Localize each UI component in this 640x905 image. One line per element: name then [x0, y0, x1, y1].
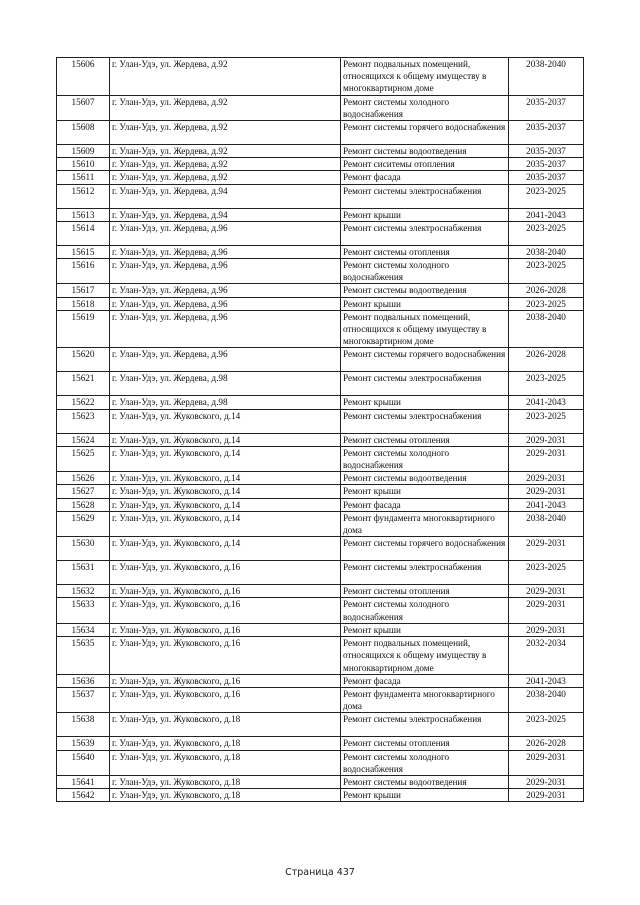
period-cell: 2029-2031 [509, 446, 584, 471]
row-number-cell: 15637 [57, 687, 110, 712]
row-number-cell: 15612 [57, 184, 110, 208]
page-number: Страница 437 [285, 867, 355, 878]
table-row [57, 310, 584, 348]
table-row [57, 637, 584, 675]
table-row [57, 221, 584, 245]
address-cell: г. Улан-Удэ, ул. Жердева, д.98 [110, 396, 341, 409]
period-cell: 2029-2031 [509, 433, 584, 446]
table-body [57, 58, 584, 802]
work-type-cell: Ремонт системы горячего водоснабжения [341, 537, 509, 561]
table-row [57, 472, 584, 485]
address-cell: г. Улан-Удэ, ул. Жердева, д.96 [110, 284, 341, 297]
work-type-cell: Ремонт фасада [341, 498, 509, 511]
row-number-cell: 15631 [57, 561, 110, 585]
address-cell: г. Улан-Удэ, ул. Жердева, д.92 [110, 145, 341, 158]
row-number-cell: 15638 [57, 713, 110, 737]
row-number-cell: 15611 [57, 171, 110, 184]
row-number-cell: 15607 [57, 95, 110, 120]
address-cell: г. Улан-Удэ, ул. Жуковского, д.14 [110, 498, 341, 511]
period-cell: 2029-2031 [509, 789, 584, 802]
row-number-cell: 15642 [57, 789, 110, 802]
row-number-cell: 15606 [57, 58, 110, 96]
row-number-cell: 15619 [57, 310, 110, 348]
table-row [57, 348, 584, 372]
row-number-cell: 15620 [57, 348, 110, 372]
period-cell: 2023-2025 [509, 184, 584, 208]
period-cell: 2041-2043 [509, 674, 584, 687]
table-row [57, 561, 584, 585]
address-cell: г. Улан-Удэ, ул. Жуковского, д.16 [110, 674, 341, 687]
address-cell: г. Улан-Удэ, ул. Жердева, д.96 [110, 348, 341, 372]
row-number-cell: 15629 [57, 511, 110, 536]
table-row [57, 775, 584, 788]
period-cell: 2035-2037 [509, 95, 584, 120]
address-cell: г. Улан-Удэ, ул. Жуковского, д.16 [110, 623, 341, 636]
row-number-cell: 15639 [57, 737, 110, 750]
address-cell: г. Улан-Удэ, ул. Жуковского, д.16 [110, 637, 341, 675]
work-type-cell: Ремонт системы холодного водоснабжения [341, 750, 509, 775]
period-cell: 2023-2025 [509, 372, 584, 396]
capital-repair-table [56, 57, 584, 802]
address-cell: г. Улан-Удэ, ул. Жуковского, д.16 [110, 687, 341, 712]
table-row [57, 713, 584, 737]
work-type-cell: Ремонт крыши [341, 485, 509, 498]
address-cell: г. Улан-Удэ, ул. Жердева, д.96 [110, 310, 341, 348]
table-row [57, 372, 584, 396]
work-type-cell: Ремонт крыши [341, 789, 509, 802]
table-row [57, 511, 584, 536]
period-cell: 2023-2025 [509, 297, 584, 310]
row-number-cell: 15641 [57, 775, 110, 788]
period-cell: 2038-2040 [509, 310, 584, 348]
row-number-cell: 15608 [57, 121, 110, 145]
period-cell: 2029-2031 [509, 485, 584, 498]
work-type-cell: Ремонт системы электроснабжения [341, 372, 509, 396]
period-cell: 2023-2025 [509, 221, 584, 245]
period-cell: 2023-2025 [509, 561, 584, 585]
table-row [57, 623, 584, 636]
address-cell: г. Улан-Удэ, ул. Жердева, д.92 [110, 95, 341, 120]
table-row [57, 208, 584, 221]
row-number-cell: 15624 [57, 433, 110, 446]
work-type-cell: Ремонт фасада [341, 171, 509, 184]
work-type-cell: Ремонт крыши [341, 396, 509, 409]
table-row [57, 297, 584, 310]
row-number-cell: 15623 [57, 409, 110, 433]
work-type-cell: Ремонт системы отопления [341, 245, 509, 258]
work-type-cell: Ремонт системы холодного водоснабжения [341, 598, 509, 623]
row-number-cell: 15635 [57, 637, 110, 675]
row-number-cell: 15625 [57, 446, 110, 471]
table-row [57, 171, 584, 184]
table-row [57, 396, 584, 409]
row-number-cell: 15617 [57, 284, 110, 297]
address-cell: г. Улан-Удэ, ул. Жердева, д.92 [110, 158, 341, 171]
period-cell: 2041-2043 [509, 396, 584, 409]
work-type-cell: Ремонт системы горячего водоснабжения [341, 348, 509, 372]
address-cell: г. Улан-Удэ, ул. Жуковского, д.14 [110, 433, 341, 446]
row-number-cell: 15621 [57, 372, 110, 396]
table-row [57, 121, 584, 145]
period-cell: 2032-2034 [509, 637, 584, 675]
work-type-cell: Ремонт фундамента многоквартирного дома [341, 687, 509, 712]
table-row [57, 95, 584, 120]
work-type-cell: Ремонт системы водоотведения [341, 775, 509, 788]
period-cell: 2023-2025 [509, 259, 584, 284]
table-row [57, 598, 584, 623]
row-number-cell: 15610 [57, 158, 110, 171]
period-cell: 2029-2031 [509, 623, 584, 636]
table-row [57, 58, 584, 96]
work-type-cell: Ремонт крыши [341, 623, 509, 636]
period-cell: 2035-2037 [509, 158, 584, 171]
table-row [57, 789, 584, 802]
table-row [57, 245, 584, 258]
row-number-cell: 15632 [57, 585, 110, 598]
work-type-cell: Ремонт системы электроснабжения [341, 713, 509, 737]
work-type-cell: Ремонт крыши [341, 297, 509, 310]
table-row [57, 485, 584, 498]
address-cell: г. Улан-Удэ, ул. Жердева, д.98 [110, 372, 341, 396]
period-cell: 2041-2043 [509, 208, 584, 221]
table-row [57, 259, 584, 284]
work-type-cell: Ремонт крыши [341, 208, 509, 221]
period-cell: 2035-2037 [509, 145, 584, 158]
work-type-cell: Ремонт системы холодного водоснабжения [341, 259, 509, 284]
row-number-cell: 15636 [57, 674, 110, 687]
row-number-cell: 15630 [57, 537, 110, 561]
period-cell: 2038-2040 [509, 687, 584, 712]
table-row [57, 585, 584, 598]
period-cell: 2041-2043 [509, 498, 584, 511]
row-number-cell: 15613 [57, 208, 110, 221]
period-cell: 2038-2040 [509, 245, 584, 258]
address-cell: г. Улан-Удэ, ул. Жуковского, д.18 [110, 750, 341, 775]
address-cell: г. Улан-Удэ, ул. Жуковского, д.16 [110, 561, 341, 585]
address-cell: г. Улан-Удэ, ул. Жердева, д.92 [110, 121, 341, 145]
period-cell: 2026-2028 [509, 284, 584, 297]
work-type-cell: Ремонт сиситемы отопления [341, 158, 509, 171]
address-cell: г. Улан-Удэ, ул. Жуковского, д.14 [110, 485, 341, 498]
period-cell: 2035-2037 [509, 121, 584, 145]
table-row [57, 446, 584, 471]
period-cell: 2029-2031 [509, 537, 584, 561]
period-cell: 2035-2037 [509, 171, 584, 184]
address-cell: г. Улан-Удэ, ул. Жуковского, д.18 [110, 789, 341, 802]
address-cell: г. Улан-Удэ, ул. Жердева, д.96 [110, 297, 341, 310]
table-row [57, 687, 584, 712]
table-row [57, 674, 584, 687]
address-cell: г. Улан-Удэ, ул. Жуковского, д.18 [110, 775, 341, 788]
table-row [57, 284, 584, 297]
period-cell: 2023-2025 [509, 409, 584, 433]
row-number-cell: 15618 [57, 297, 110, 310]
row-number-cell: 15634 [57, 623, 110, 636]
period-cell: 2038-2040 [509, 511, 584, 536]
period-cell: 2029-2031 [509, 585, 584, 598]
period-cell: 2026-2028 [509, 348, 584, 372]
address-cell: г. Улан-Удэ, ул. Жуковского, д.18 [110, 737, 341, 750]
table-row [57, 537, 584, 561]
work-type-cell: Ремонт системы электроснабжения [341, 409, 509, 433]
row-number-cell: 15622 [57, 396, 110, 409]
row-number-cell: 15626 [57, 472, 110, 485]
period-cell: 2029-2031 [509, 750, 584, 775]
table-row [57, 750, 584, 775]
row-number-cell: 15609 [57, 145, 110, 158]
address-cell: г. Улан-Удэ, ул. Жуковского, д.14 [110, 472, 341, 485]
row-number-cell: 15627 [57, 485, 110, 498]
table-row [57, 145, 584, 158]
row-number-cell: 15633 [57, 598, 110, 623]
table-row [57, 158, 584, 171]
period-cell: 2029-2031 [509, 775, 584, 788]
work-type-cell: Ремонт системы холодного водоснабжения [341, 446, 509, 471]
table-row [57, 737, 584, 750]
address-cell: г. Улан-Удэ, ул. Жердева, д.94 [110, 184, 341, 208]
table-row [57, 433, 584, 446]
period-cell: 2029-2031 [509, 472, 584, 485]
row-number-cell: 15616 [57, 259, 110, 284]
work-type-cell: Ремонт системы отопления [341, 737, 509, 750]
row-number-cell: 15614 [57, 221, 110, 245]
table-row [57, 184, 584, 208]
address-cell: г. Улан-Удэ, ул. Жуковского, д.14 [110, 409, 341, 433]
period-cell: 2023-2025 [509, 713, 584, 737]
work-type-cell: Ремонт системы отопления [341, 433, 509, 446]
period-cell: 2029-2031 [509, 598, 584, 623]
address-cell: г. Улан-Удэ, ул. Жуковского, д.14 [110, 446, 341, 471]
work-type-cell: Ремонт системы холодного водоснабжения [341, 95, 509, 120]
work-type-cell: Ремонт системы отопления [341, 585, 509, 598]
work-type-cell: Ремонт системы водоотведения [341, 145, 509, 158]
work-type-cell: Ремонт системы горячего водоснабжения [341, 121, 509, 145]
work-type-cell: Ремонт подвальных помещений, относящихся к общему имуществу в многоквартирном доме [341, 637, 509, 675]
address-cell: г. Улан-Удэ, ул. Жердева, д.94 [110, 208, 341, 221]
work-type-cell: Ремонт фасада [341, 674, 509, 687]
work-type-cell: Ремонт системы электроснабжения [341, 184, 509, 208]
period-cell: 2026-2028 [509, 737, 584, 750]
table-row [57, 409, 584, 433]
address-cell: г. Улан-Удэ, ул. Жердева, д.96 [110, 245, 341, 258]
address-cell: г. Улан-Удэ, ул. Жуковского, д.14 [110, 511, 341, 536]
work-type-cell: Ремонт системы водоотведения [341, 472, 509, 485]
work-type-cell: Ремонт системы электроснабжения [341, 561, 509, 585]
address-cell: г. Улан-Удэ, ул. Жердева, д.92 [110, 58, 341, 96]
address-cell: г. Улан-Удэ, ул. Жердева, д.96 [110, 221, 341, 245]
work-type-cell: Ремонт системы водоотведения [341, 284, 509, 297]
work-type-cell: Ремонт подвальных помещений, относящихся к общему имуществу в многоквартирном доме [341, 310, 509, 348]
row-number-cell: 15615 [57, 245, 110, 258]
work-type-cell: Ремонт фундамента многоквартирного дома [341, 511, 509, 536]
address-cell: г. Улан-Удэ, ул. Жердева, д.96 [110, 259, 341, 284]
row-number-cell: 15628 [57, 498, 110, 511]
address-cell: г. Улан-Удэ, ул. Жуковского, д.16 [110, 585, 341, 598]
address-cell: г. Улан-Удэ, ул. Жуковского, д.14 [110, 537, 341, 561]
address-cell: г. Улан-Удэ, ул. Жуковского, д.16 [110, 598, 341, 623]
table-row [57, 498, 584, 511]
work-type-cell: Ремонт подвальных помещений, относящихся к общему имуществу в многоквартирном доме [341, 58, 509, 96]
address-cell: г. Улан-Удэ, ул. Жуковского, д.18 [110, 713, 341, 737]
period-cell: 2038-2040 [509, 58, 584, 96]
row-number-cell: 15640 [57, 750, 110, 775]
address-cell: г. Улан-Удэ, ул. Жердева, д.92 [110, 171, 341, 184]
work-type-cell: Ремонт системы электроснабжения [341, 221, 509, 245]
